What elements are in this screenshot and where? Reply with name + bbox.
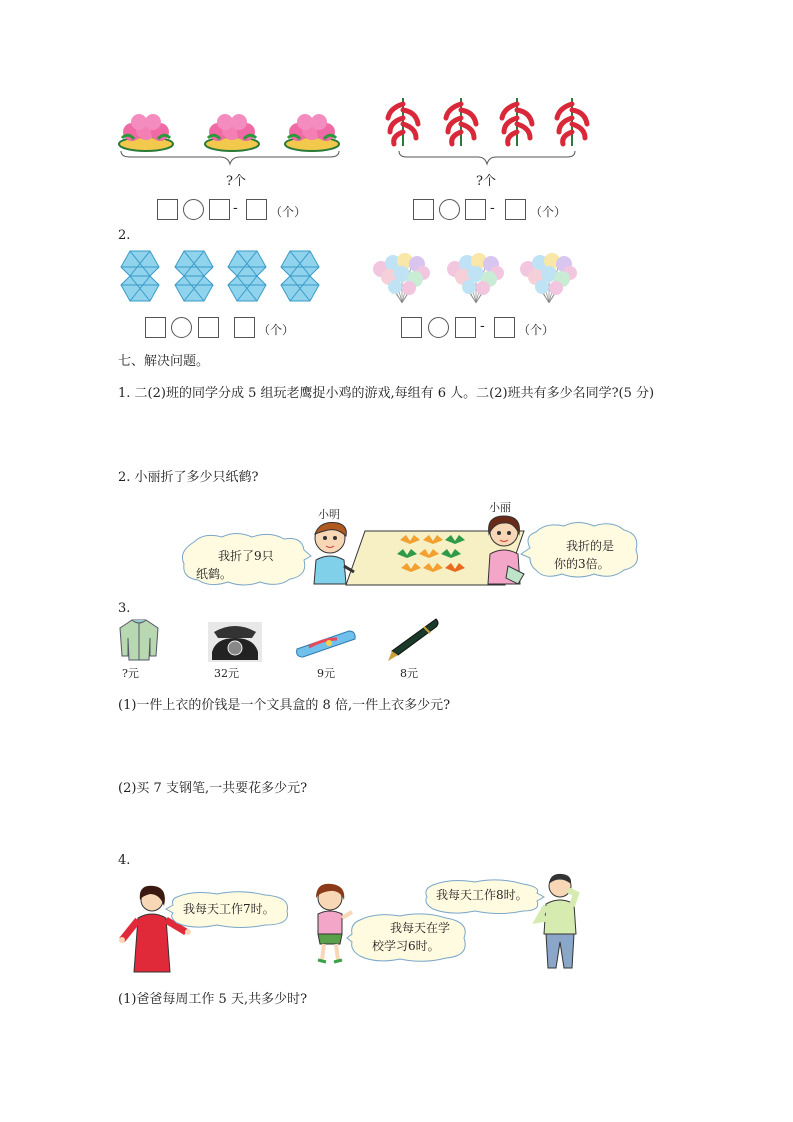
name-label-xiaoli: 小丽 [489, 501, 511, 514]
answer-box[interactable] [198, 317, 219, 338]
brace-right-icon [398, 150, 576, 166]
unit-label: （个） [530, 205, 567, 219]
triangle-hexagon-4-icon [280, 250, 320, 302]
answer-box[interactable] [157, 199, 178, 220]
pepper-bunch-3-icon [500, 96, 534, 148]
bubble-girl-line1: 我每天在学 [390, 921, 451, 935]
answer-box[interactable] [455, 317, 476, 338]
minus-sign: - [490, 200, 495, 216]
unit-label: （个） [270, 205, 307, 219]
answer-box[interactable] [234, 317, 255, 338]
minus-sign: - [233, 200, 238, 216]
jacket-icon [118, 618, 160, 662]
question-count-left: ?个 [226, 174, 246, 189]
pepper-bunch-1-icon [386, 96, 420, 148]
pepper-bunch-4-icon [555, 96, 589, 148]
section-heading: 七、解决问题。 [118, 354, 210, 369]
brace-left-icon [120, 150, 340, 166]
operator-circle[interactable] [428, 317, 449, 338]
bubble-right-line1: 我折的是 [566, 539, 615, 553]
question-4-1: (1)爸爸每周工作 5 天,共多少时? [118, 992, 308, 1007]
unit-label: （个） [518, 323, 555, 337]
answer-box[interactable] [465, 199, 486, 220]
price-label-pencil-case: 9元 [317, 667, 335, 680]
name-label-xiaoming: 小明 [318, 508, 340, 521]
triangle-hexagon-1-icon [120, 250, 160, 302]
telephone-icon [208, 622, 262, 662]
question-2: 2. 小丽折了多少只纸鹤? [118, 470, 259, 485]
answer-box[interactable] [505, 199, 526, 220]
boy-xiaoming-icon [308, 520, 356, 586]
triangle-hexagon-3-icon [227, 250, 267, 302]
fountain-pen-icon [384, 617, 440, 663]
peach-basket-2-icon [204, 112, 260, 152]
balloon-bunch-2-icon [445, 253, 507, 305]
answer-box[interactable] [246, 199, 267, 220]
answer-box[interactable] [494, 317, 515, 338]
item-number: 3. [118, 601, 131, 616]
peach-basket-3-icon [284, 112, 340, 152]
bubble-girl-line2: 校学习6时。 [372, 939, 440, 953]
bubble-dad-text: 我每天工作8时。 [436, 888, 528, 902]
price-label-pen: 8元 [400, 667, 418, 680]
item-number: 4. [118, 853, 131, 868]
unit-label: （个） [258, 323, 295, 337]
answer-box[interactable] [209, 199, 230, 220]
question-3-1: (1)一件上衣的价钱是一个文具盒的 8 倍,一件上衣多少元? [118, 698, 451, 713]
balloon-bunch-3-icon [518, 253, 580, 305]
pencil-case-icon [293, 629, 357, 659]
bubble-mom-text: 我每天工作7时。 [183, 902, 275, 916]
operator-circle[interactable] [171, 317, 192, 338]
question-count-right: ?个 [476, 174, 496, 189]
peach-basket-1-icon [118, 112, 174, 152]
answer-box[interactable] [413, 199, 434, 220]
operator-circle[interactable] [439, 199, 460, 220]
minus-sign: - [480, 318, 485, 334]
price-label-telephone: 32元 [214, 667, 239, 680]
question-3-2: (2)买 7 支钢笔,一共要花多少元? [118, 781, 308, 796]
pepper-bunch-2-icon [444, 96, 478, 148]
balloon-bunch-1-icon [371, 253, 433, 305]
price-label-jacket: ?元 [122, 667, 139, 680]
bubble-right-line2: 你的3倍。 [554, 557, 610, 571]
answer-box[interactable] [401, 317, 422, 338]
triangle-hexagon-2-icon [174, 250, 214, 302]
question-1: 1. 二(2)班的同学分成 5 组玩老鹰捉小鸡的游戏,每组有 6 人。二(2)班共有多少名同学?(5 分) [118, 386, 655, 401]
bubble-left-line1: 我折了9只 [218, 549, 274, 563]
bubble-left-line2: 纸鹤。 [196, 567, 233, 581]
answer-box[interactable] [145, 317, 166, 338]
item-number: 2. [118, 228, 131, 243]
father-figure-icon [532, 872, 588, 972]
operator-circle[interactable] [183, 199, 204, 220]
